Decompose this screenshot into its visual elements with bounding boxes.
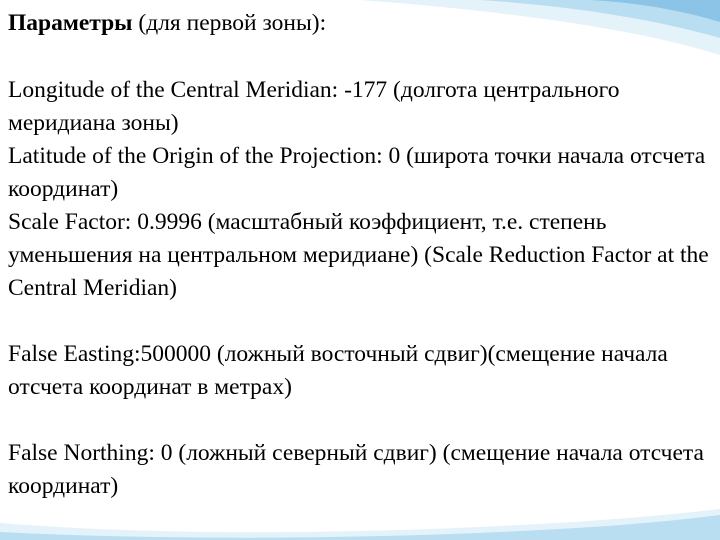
paragraph-latitude: Latitude of the Origin of the Projection: 0 (широта точки начала отсчета координат) [8,143,706,202]
bottom-wave-decoration [0,505,720,540]
top-wave-mid [480,0,720,38]
bottom-wave-mid [0,515,720,540]
paragraph-longitude: Longitude of the Central Meridian: -177 (долгота центрального меридиана зоны) [8,77,620,136]
paragraph-false-easting: False Easting:500000 (ложный восточный сдвиг)(смещение начала отсчета координат в метрах) [8,341,668,400]
paragraph-false-northing: False Northing: 0 (ложный северный сдвиг) (смещение начала отсчета координат) [8,440,704,499]
top-wave-light [360,0,720,55]
top-wave-dark [590,0,720,22]
title-rest: (для первой зоны): [132,10,327,36]
paragraph-scale-factor: Scale Factor: 0.9996 (масштабный коэффициент, т.е. степень уменьшения на центральном меридиане) (Scale Reduction Factor at the Central Meridian) [8,209,709,301]
title-bold: Параметры [8,10,133,36]
bottom-wave-light [0,509,720,540]
slide-title [8,7,326,40]
